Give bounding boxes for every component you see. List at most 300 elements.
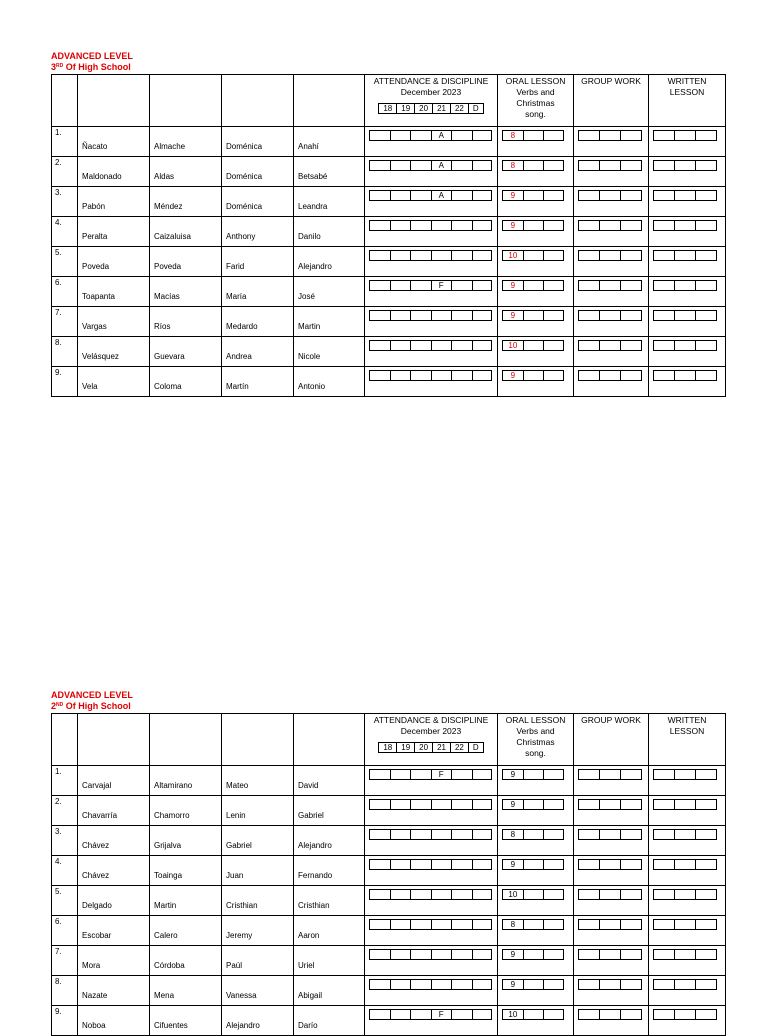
- oral-grade[interactable]: 9: [503, 950, 524, 959]
- oral-grade-empty[interactable]: [544, 131, 563, 140]
- attendance-mark[interactable]: [452, 311, 473, 320]
- oral-grade-empty[interactable]: [524, 920, 545, 929]
- written-lesson-box[interactable]: [654, 371, 675, 380]
- attendance-mark[interactable]: [452, 281, 473, 290]
- attendance-mark[interactable]: [411, 281, 432, 290]
- written-lesson-box[interactable]: [696, 770, 716, 779]
- group-work-box[interactable]: [621, 221, 641, 230]
- oral-grade-empty[interactable]: [524, 950, 545, 959]
- written-lesson-box[interactable]: [675, 251, 696, 260]
- first-name-cell: [222, 337, 294, 367]
- group-work-box[interactable]: [621, 980, 641, 989]
- attendance-mark[interactable]: F: [432, 281, 453, 290]
- written-lesson-box[interactable]: [654, 950, 675, 959]
- group-work-box[interactable]: [621, 251, 641, 260]
- oral-grade-empty[interactable]: [524, 341, 545, 350]
- second-last-name-cell: [150, 886, 222, 916]
- group-work-box[interactable]: [600, 890, 621, 899]
- oral-grade-empty[interactable]: [524, 221, 545, 230]
- group-work-box[interactable]: [621, 371, 641, 380]
- attendance-mark[interactable]: F: [432, 770, 453, 779]
- group-work-box[interactable]: [600, 860, 621, 869]
- attendance-mark[interactable]: [411, 800, 432, 809]
- attendance-mark[interactable]: [370, 890, 391, 899]
- oral-grade[interactable]: 9: [503, 281, 524, 290]
- oral-grade-empty[interactable]: [524, 770, 545, 779]
- attendance-mark[interactable]: [452, 371, 473, 380]
- oral-grade-empty[interactable]: [524, 860, 545, 869]
- written-lesson-boxes: [653, 190, 717, 201]
- attendance-mark[interactable]: [411, 161, 432, 170]
- group-work-box[interactable]: [579, 830, 600, 839]
- oral-grade[interactable]: 9: [503, 191, 524, 200]
- attendance-mark[interactable]: [370, 950, 391, 959]
- written-lesson-box[interactable]: [654, 131, 675, 140]
- written-lesson-box[interactable]: [696, 920, 716, 929]
- oral-grade-cell: [498, 277, 574, 307]
- attendance-mark[interactable]: [411, 860, 432, 869]
- written-lesson-box[interactable]: [675, 161, 696, 170]
- oral-grade[interactable]: 8: [503, 830, 524, 839]
- attendance-mark[interactable]: [370, 920, 391, 929]
- attendance-mark[interactable]: [432, 920, 453, 929]
- attendance-mark[interactable]: [370, 860, 391, 869]
- oral-grade-empty[interactable]: [524, 800, 545, 809]
- group-work-box[interactable]: [621, 1010, 641, 1019]
- oral-grade-empty[interactable]: [524, 161, 545, 170]
- group-work-box[interactable]: [600, 920, 621, 929]
- attendance-mark[interactable]: [452, 221, 473, 230]
- group-work-box[interactable]: [579, 890, 600, 899]
- written-lesson-box[interactable]: [696, 341, 716, 350]
- group-work-box[interactable]: [600, 371, 621, 380]
- oral-grade-empty[interactable]: [544, 221, 563, 230]
- written-lesson-box[interactable]: [675, 860, 696, 869]
- oral-grade-empty[interactable]: [544, 281, 563, 290]
- attendance-mark[interactable]: [391, 860, 412, 869]
- group-work-box[interactable]: [621, 950, 641, 959]
- attendance-mark[interactable]: [473, 191, 492, 200]
- written-lesson-box[interactable]: [654, 860, 675, 869]
- first-last-name: Delgado: [82, 901, 112, 910]
- oral-grade[interactable]: 9: [503, 221, 524, 230]
- attendance-mark[interactable]: [452, 920, 473, 929]
- group-work-box[interactable]: [579, 251, 600, 260]
- attendance-mark[interactable]: [411, 980, 432, 989]
- attendance-mark[interactable]: [452, 770, 473, 779]
- oral-grade-empty[interactable]: [524, 191, 545, 200]
- attendance-mark[interactable]: [370, 1010, 391, 1019]
- attendance-mark[interactable]: [370, 800, 391, 809]
- oral-grade-empty[interactable]: [524, 890, 545, 899]
- written-lesson-box[interactable]: [675, 890, 696, 899]
- group-work-cell: [574, 796, 649, 826]
- oral-grade[interactable]: 8: [503, 161, 524, 170]
- group-work-cell: [574, 307, 649, 337]
- written-lesson-box[interactable]: [654, 221, 675, 230]
- oral-grade-boxes: [502, 310, 564, 321]
- oral-grade-empty[interactable]: [524, 1010, 545, 1019]
- written-lesson-box[interactable]: [696, 251, 716, 260]
- attendance-mark[interactable]: [391, 161, 412, 170]
- group-work-box[interactable]: [579, 800, 600, 809]
- written-lesson-box[interactable]: [696, 311, 716, 320]
- second-last-name-cell: [150, 766, 222, 796]
- oral-grade-empty[interactable]: [544, 341, 563, 350]
- group-work-box[interactable]: [621, 860, 641, 869]
- group-work-box[interactable]: [600, 161, 621, 170]
- attendance-mark[interactable]: [452, 161, 473, 170]
- attendance-mark[interactable]: [452, 131, 473, 140]
- attendance-mark[interactable]: [411, 830, 432, 839]
- attendance-mark[interactable]: [391, 830, 412, 839]
- group-work-box[interactable]: [621, 920, 641, 929]
- oral-grade-empty[interactable]: [544, 161, 563, 170]
- oral-grade-empty[interactable]: [544, 1010, 563, 1019]
- group-work-box[interactable]: [621, 281, 641, 290]
- oral-grade-empty[interactable]: [524, 281, 545, 290]
- attendance-mark[interactable]: [411, 890, 432, 899]
- oral-grade[interactable]: 10: [503, 341, 524, 350]
- attendance-mark[interactable]: [452, 890, 473, 899]
- attendance-mark[interactable]: A: [432, 161, 453, 170]
- written-lesson-box[interactable]: [654, 251, 675, 260]
- oral-grade-empty[interactable]: [544, 371, 563, 380]
- attendance-mark[interactable]: [473, 131, 492, 140]
- written-lesson-box[interactable]: [654, 830, 675, 839]
- grade-number: 2: [51, 701, 57, 711]
- written-lesson-box[interactable]: [654, 311, 675, 320]
- attendance-mark[interactable]: [452, 800, 473, 809]
- attendance-mark[interactable]: [370, 281, 391, 290]
- group-work-box[interactable]: [579, 950, 600, 959]
- attendance-mark[interactable]: [473, 830, 492, 839]
- attendance-mark[interactable]: [473, 341, 492, 350]
- written-lesson-box[interactable]: [654, 341, 675, 350]
- oral-grade-empty[interactable]: [544, 920, 563, 929]
- oral-grade[interactable]: 9: [503, 800, 524, 809]
- row-number-cell: [52, 766, 78, 796]
- written-lesson-box[interactable]: [696, 830, 716, 839]
- attendance-mark[interactable]: [452, 341, 473, 350]
- attendance-mark[interactable]: [473, 950, 492, 959]
- attendance-mark[interactable]: [473, 980, 492, 989]
- attendance-mark[interactable]: [370, 341, 391, 350]
- table-row: [52, 826, 726, 856]
- grade-label: Of High School: [63, 701, 131, 711]
- oral-grade-boxes: [502, 829, 564, 840]
- attendance-mark[interactable]: [370, 221, 391, 230]
- group-work-box[interactable]: [621, 191, 641, 200]
- oral-grade-empty[interactable]: [524, 371, 545, 380]
- written-lesson-box[interactable]: [675, 800, 696, 809]
- oral-grade[interactable]: 10: [503, 251, 524, 260]
- written-lesson-box[interactable]: [696, 281, 716, 290]
- attendance-mark[interactable]: [370, 980, 391, 989]
- written-lesson-box[interactable]: [675, 221, 696, 230]
- group-work-box[interactable]: [579, 770, 600, 779]
- group-work-box[interactable]: [600, 1010, 621, 1019]
- oral-grade-empty[interactable]: [524, 131, 545, 140]
- oral-grade[interactable]: 9: [503, 980, 524, 989]
- oral-grade[interactable]: 9: [503, 860, 524, 869]
- attendance-mark[interactable]: [391, 281, 412, 290]
- attendance-mark[interactable]: [432, 980, 453, 989]
- attendance-mark[interactable]: [411, 221, 432, 230]
- attendance-mark[interactable]: [391, 371, 412, 380]
- attendance-mark[interactable]: [411, 1010, 432, 1019]
- oral-grade[interactable]: 10: [503, 890, 524, 899]
- group-work-box[interactable]: [600, 251, 621, 260]
- written-lesson-box[interactable]: [675, 371, 696, 380]
- attendance-mark[interactable]: [370, 830, 391, 839]
- first-last-name: Nazate: [82, 991, 108, 1000]
- attendance-mark[interactable]: [391, 221, 412, 230]
- written-lesson-box[interactable]: [654, 920, 675, 929]
- written-lesson-box[interactable]: [675, 131, 696, 140]
- attendance-mark[interactable]: [370, 311, 391, 320]
- attendance-mark[interactable]: [432, 251, 453, 260]
- group-work-box[interactable]: [600, 221, 621, 230]
- group-work-box[interactable]: [600, 341, 621, 350]
- attendance-mark[interactable]: [473, 800, 492, 809]
- attendance-mark[interactable]: [411, 371, 432, 380]
- attendance-month: December 2023: [400, 87, 462, 97]
- written-lesson-box[interactable]: [654, 281, 675, 290]
- group-work-box[interactable]: [600, 311, 621, 320]
- oral-grade-empty[interactable]: [544, 980, 563, 989]
- oral-grade[interactable]: 8: [503, 920, 524, 929]
- group-work-boxes: [578, 370, 642, 381]
- oral-grade[interactable]: 9: [503, 371, 524, 380]
- attendance-mark[interactable]: [452, 251, 473, 260]
- oral-grade[interactable]: 10: [503, 1010, 524, 1019]
- attendance-mark[interactable]: [432, 950, 453, 959]
- written-lesson-box[interactable]: [654, 770, 675, 779]
- group-work-cell: [574, 886, 649, 916]
- attendance-mark[interactable]: [473, 1010, 492, 1019]
- attendance-mark[interactable]: [370, 131, 391, 140]
- attendance-mark[interactable]: [411, 920, 432, 929]
- attendance-mark[interactable]: [432, 830, 453, 839]
- written-lesson-box[interactable]: [654, 980, 675, 989]
- group-work-box[interactable]: [579, 1010, 600, 1019]
- attendance-mark[interactable]: [391, 800, 412, 809]
- group-work-box[interactable]: [579, 341, 600, 350]
- written-lesson-box[interactable]: [675, 311, 696, 320]
- written-lesson-box[interactable]: [696, 161, 716, 170]
- oral-grade-empty[interactable]: [524, 251, 545, 260]
- attendance-mark[interactable]: [391, 131, 412, 140]
- oral-grade-empty[interactable]: [544, 800, 563, 809]
- written-lesson-box[interactable]: [654, 191, 675, 200]
- attendance-mark[interactable]: [391, 251, 412, 260]
- attendance-mark[interactable]: [391, 1010, 412, 1019]
- group-work-box[interactable]: [600, 281, 621, 290]
- group-work-box[interactable]: [621, 161, 641, 170]
- group-work-box[interactable]: [621, 341, 641, 350]
- written-lesson-boxes: [653, 130, 717, 141]
- group-work-box[interactable]: [621, 800, 641, 809]
- attendance-mark[interactable]: [473, 371, 492, 380]
- written-lesson-box[interactable]: [675, 980, 696, 989]
- written-lesson-box[interactable]: [696, 131, 716, 140]
- written-lesson-box[interactable]: [696, 980, 716, 989]
- attendance-mark[interactable]: A: [432, 191, 453, 200]
- written-lesson-box[interactable]: [675, 191, 696, 200]
- group-work-box[interactable]: [600, 950, 621, 959]
- attendance-mark[interactable]: [473, 281, 492, 290]
- oral-grade-empty[interactable]: [544, 191, 563, 200]
- group-work-box[interactable]: [600, 191, 621, 200]
- group-work-box[interactable]: [621, 890, 641, 899]
- group-work-box[interactable]: [579, 191, 600, 200]
- oral-grade-empty[interactable]: [524, 830, 545, 839]
- attendance-mark[interactable]: [370, 371, 391, 380]
- group-work-box[interactable]: [579, 281, 600, 290]
- group-work-box[interactable]: [579, 920, 600, 929]
- table-row: [52, 1006, 726, 1036]
- table-row: [52, 187, 726, 217]
- oral-grade-empty[interactable]: [544, 890, 563, 899]
- attendance-mark[interactable]: [432, 800, 453, 809]
- attendance-mark[interactable]: F: [432, 1010, 453, 1019]
- attendance-mark[interactable]: [370, 251, 391, 260]
- attendance-mark[interactable]: [391, 311, 412, 320]
- group-work-box[interactable]: [600, 980, 621, 989]
- attendance-mark[interactable]: [411, 950, 432, 959]
- first-name: Gabriel: [226, 841, 252, 850]
- group-work-box[interactable]: [600, 131, 621, 140]
- attendance-mark[interactable]: A: [432, 131, 453, 140]
- attendance-mark[interactable]: [391, 950, 412, 959]
- oral-grade-empty[interactable]: [524, 311, 545, 320]
- attendance-mark[interactable]: [473, 221, 492, 230]
- oral-grade-empty[interactable]: [544, 770, 563, 779]
- oral-grade-empty[interactable]: [544, 830, 563, 839]
- written-lesson-box[interactable]: [696, 890, 716, 899]
- attendance-mark[interactable]: [452, 191, 473, 200]
- attendance-mark[interactable]: [473, 860, 492, 869]
- written-lesson-box[interactable]: [675, 920, 696, 929]
- oral-grade-empty[interactable]: [544, 860, 563, 869]
- second-last-name: Almache: [154, 142, 186, 151]
- attendance-mark[interactable]: [432, 341, 453, 350]
- oral-grade-empty[interactable]: [544, 311, 563, 320]
- written-lesson-box[interactable]: [696, 221, 716, 230]
- written-lesson-box[interactable]: [654, 161, 675, 170]
- written-lesson-box[interactable]: [696, 371, 716, 380]
- attendance-mark[interactable]: [411, 251, 432, 260]
- header-cell-empty: [150, 714, 222, 766]
- attendance-boxes: [369, 1009, 492, 1020]
- attendance-mark[interactable]: [411, 191, 432, 200]
- written-lesson-box[interactable]: [696, 1010, 716, 1019]
- written-lesson-box[interactable]: [654, 890, 675, 899]
- written-lesson-box[interactable]: [696, 191, 716, 200]
- attendance-mark[interactable]: [432, 221, 453, 230]
- group-work-box[interactable]: [621, 770, 641, 779]
- attendance-mark[interactable]: [452, 1010, 473, 1019]
- group-work-box[interactable]: [579, 311, 600, 320]
- attendance-mark[interactable]: [370, 191, 391, 200]
- attendance-mark[interactable]: [452, 980, 473, 989]
- written-lesson-box[interactable]: [696, 800, 716, 809]
- group-work-box[interactable]: [579, 131, 600, 140]
- group-work-box[interactable]: [579, 371, 600, 380]
- attendance-mark[interactable]: [391, 890, 412, 899]
- attendance-mark[interactable]: [411, 341, 432, 350]
- written-lesson-box[interactable]: [675, 281, 696, 290]
- group-work-box[interactable]: [579, 980, 600, 989]
- written-lesson-box[interactable]: [675, 341, 696, 350]
- group-work-box[interactable]: [579, 860, 600, 869]
- written-lesson-box[interactable]: [654, 800, 675, 809]
- written-lesson-box[interactable]: [654, 1010, 675, 1019]
- oral-grade-empty[interactable]: [544, 251, 563, 260]
- oral-grade[interactable]: 9: [503, 311, 524, 320]
- oral-grade[interactable]: 8: [503, 131, 524, 140]
- attendance-mark[interactable]: [432, 371, 453, 380]
- written-lesson-box[interactable]: [675, 1010, 696, 1019]
- oral-grade-empty[interactable]: [524, 980, 545, 989]
- group-work-box[interactable]: [600, 830, 621, 839]
- written-lesson-box[interactable]: [675, 950, 696, 959]
- attendance-mark[interactable]: [391, 770, 412, 779]
- group-work-box[interactable]: [621, 311, 641, 320]
- written-lesson-box[interactable]: [675, 770, 696, 779]
- attendance-mark[interactable]: [452, 830, 473, 839]
- attendance-mark[interactable]: [432, 890, 453, 899]
- written-lesson-box[interactable]: [675, 830, 696, 839]
- attendance-mark[interactable]: [452, 950, 473, 959]
- group-work-box[interactable]: [621, 830, 641, 839]
- oral-grade-empty[interactable]: [544, 950, 563, 959]
- attendance-mark[interactable]: [473, 770, 492, 779]
- group-work-box[interactable]: [621, 131, 641, 140]
- attendance-mark[interactable]: [411, 770, 432, 779]
- attendance-mark[interactable]: [452, 860, 473, 869]
- attendance-mark[interactable]: [391, 341, 412, 350]
- attendance-mark[interactable]: [432, 860, 453, 869]
- first-last-name: Poveda: [82, 262, 110, 271]
- attendance-mark[interactable]: [370, 770, 391, 779]
- first-last-name-cell: [78, 277, 150, 307]
- oral-grade[interactable]: 9: [503, 770, 524, 779]
- written-lesson-box[interactable]: [696, 950, 716, 959]
- attendance-mark[interactable]: [370, 161, 391, 170]
- group-work-box[interactable]: [579, 221, 600, 230]
- row-number-cell: [52, 946, 78, 976]
- attendance-mark[interactable]: [473, 920, 492, 929]
- written-lesson-box[interactable]: [696, 860, 716, 869]
- date-labels: [378, 103, 483, 114]
- attendance-mark[interactable]: [432, 311, 453, 320]
- attendance-mark[interactable]: [411, 311, 432, 320]
- group-work-box[interactable]: [600, 800, 621, 809]
- attendance-mark[interactable]: [391, 191, 412, 200]
- table-row: [52, 766, 726, 796]
- attendance-mark[interactable]: [473, 311, 492, 320]
- attendance-mark[interactable]: [391, 920, 412, 929]
- attendance-mark[interactable]: [473, 890, 492, 899]
- group-work-box[interactable]: [579, 161, 600, 170]
- attendance-mark[interactable]: [473, 251, 492, 260]
- attendance-mark[interactable]: [391, 980, 412, 989]
- attendance-mark[interactable]: [473, 161, 492, 170]
- attendance-mark[interactable]: [411, 131, 432, 140]
- group-work-box[interactable]: [600, 770, 621, 779]
